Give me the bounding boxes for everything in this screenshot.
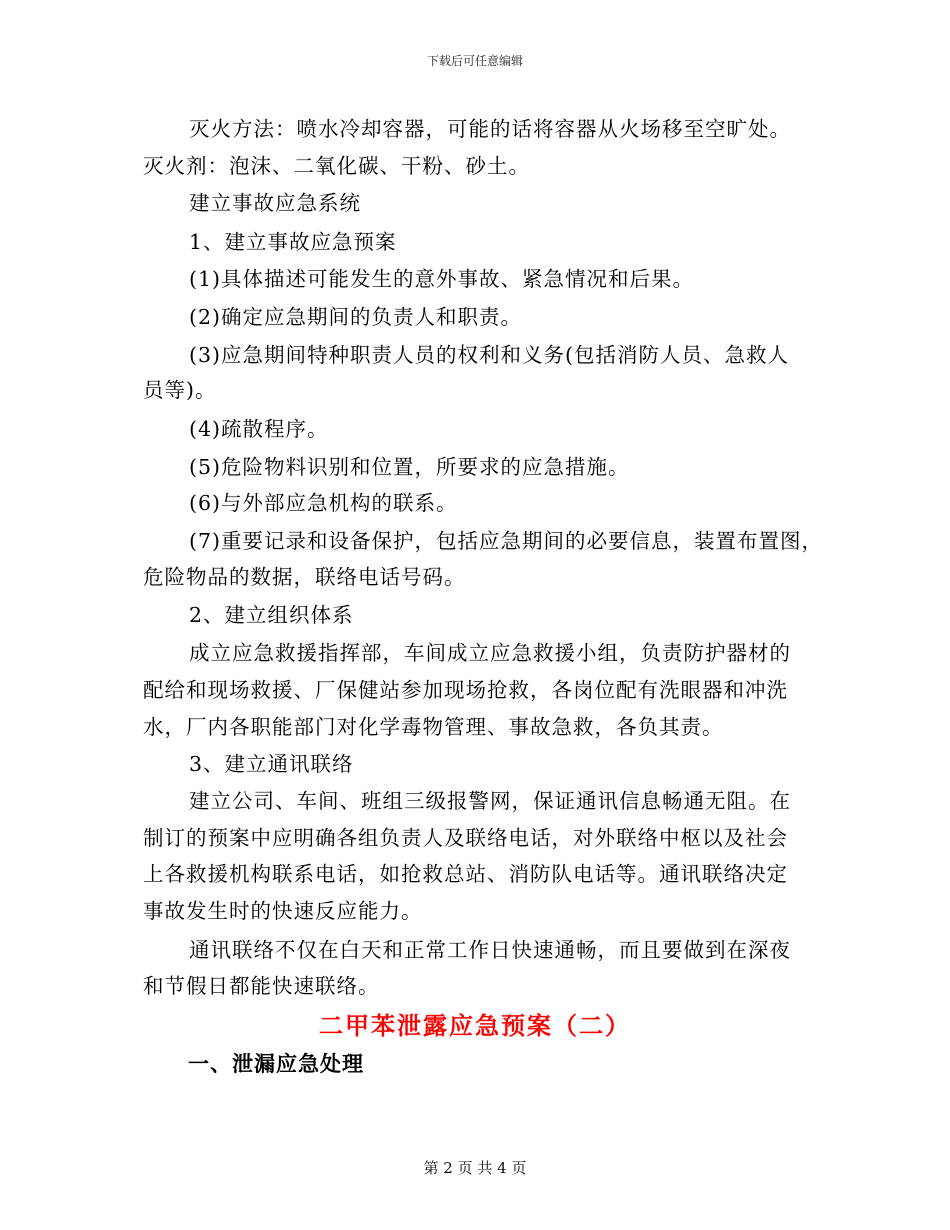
paragraph-line: 和节假日都能快速联络。 [143,974,380,998]
paragraph-line: 危险物品的数据，联络电话号码。 [143,565,466,589]
subheading: 一、泄漏应急处理 [188,1051,364,1076]
paragraph-line: 通讯联络不仅在白天和正常工作日快速通畅，而且要做到在深夜 [189,938,791,962]
paragraph-line: 事故发生时的快速反应能力。 [143,899,423,923]
paragraph-line: (7)重要记录和设备保护，包括应急期间的必要信息，装置布置图， [189,529,824,553]
paragraph-line: 成立应急救援指挥部，车间成立应急救援小组，负责防护器材的 [189,641,791,665]
paragraph-line: 灭火方法：喷水冷却容器，可能的话将容器从火场移至空旷处。 [189,117,791,141]
paragraph-line: (6)与外部应急机构的联系。 [189,491,458,515]
paragraph-line: (5)危险物料识别和位置，所要求的应急措施。 [189,455,630,479]
paragraph-line: (2)确定应急期间的负责人和职责。 [189,305,523,329]
section-title: 二甲苯泄露应急预案（二） [319,1011,631,1040]
paragraph-line: 制订的预案中应明确各组负责人及联络电话，对外联络中枢以及社会 [143,826,788,850]
paragraph-line: 灭火剂：泡沫、二氧化碳、干粉、砂土。 [143,154,530,178]
paragraph-line: 2、建立组织体系 [189,603,354,627]
page-header: 下载后可任意编辑 [426,54,523,68]
paragraph-line: 3、建立通讯联络 [189,752,354,776]
paragraph-line: 配给和现场救援、厂保健站参加现场抢救，各岗位配有洗眼器和冲洗 [143,678,788,702]
paragraph-line: 1、建立事故应急预案 [189,230,397,254]
paragraph-line: 建立公司、车间、班组三级报警网，保证通讯信息畅通无阻。在 [189,789,791,813]
paragraph-line: (4)疏散程序。 [189,417,329,441]
paragraph-line: 建立事故应急系统 [189,191,361,215]
paragraph-line: (1)具体描述可能发生的意外事故、紧急情况和后果。 [189,267,695,291]
paragraph-line: 水，厂内各职能部门对化学毒物管理、事故急救，各负其责。 [143,715,724,739]
paragraph-line: 上各救援机构联系电话，如抢救总站、消防队电话等。通讯联络决定 [143,862,788,886]
page-footer: 第 2 页 共 4 页 [423,1159,527,1177]
paragraph-line: (3)应急期间特种职责人员的权利和义务(包括消防人员、急救人 [189,343,790,367]
paragraph-line: 员等)。 [143,378,217,402]
